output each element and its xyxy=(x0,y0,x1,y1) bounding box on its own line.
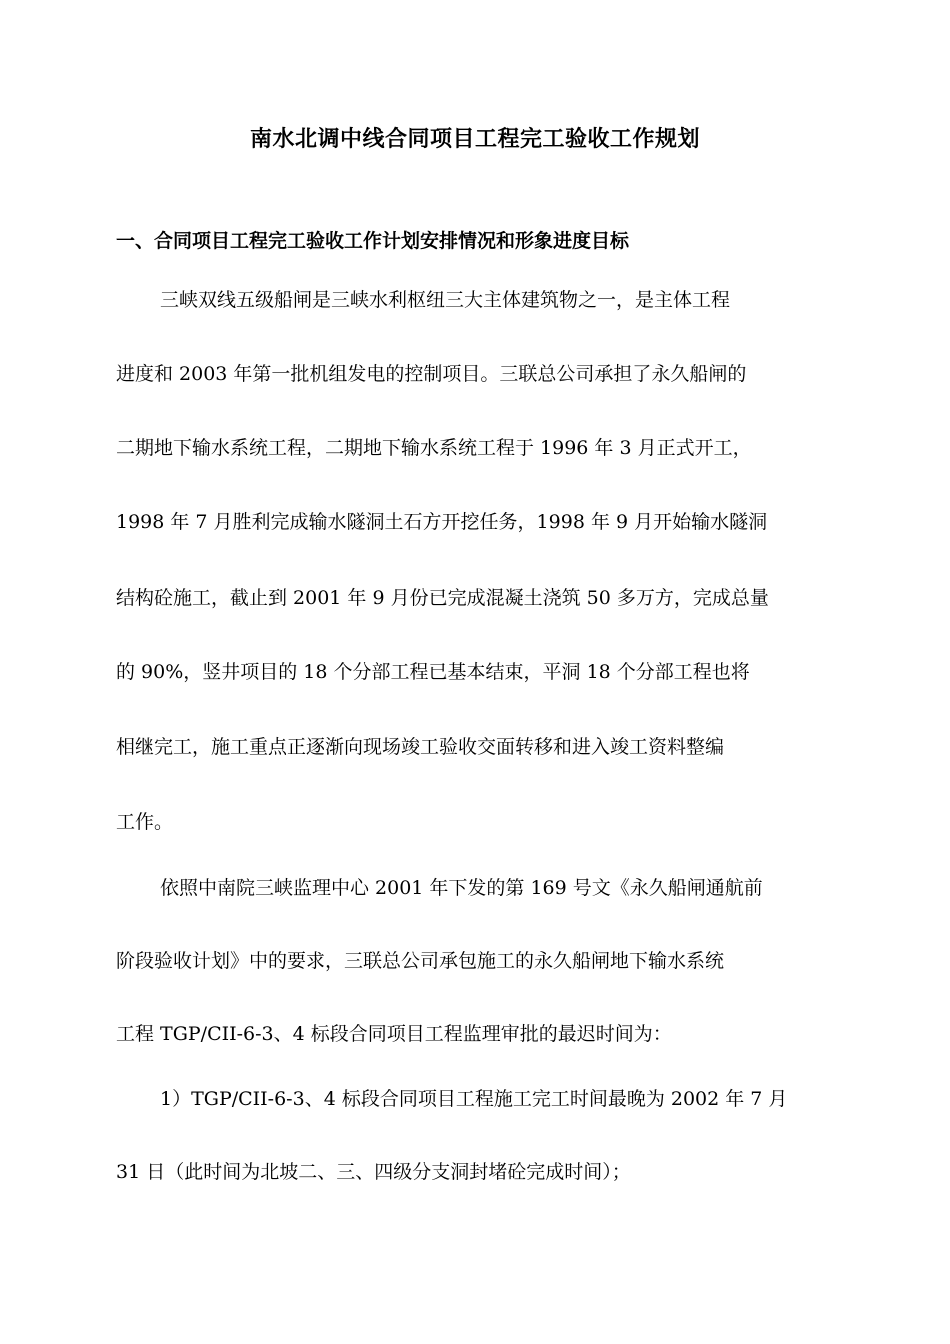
paragraph-line: 依照中南院三峡监理中心 2001 年下发的第 169 号文《永久船闸通航前 xyxy=(160,877,763,899)
paragraph-line: 三峡双线五级船闸是三峡水利枢纽三大主体建筑物之一，是主体工程 xyxy=(160,289,731,311)
paragraph-line: 1998 年 7 月胜利完成输水隧洞土石方开挖任务，1998 年 9 月开始输水隧洞 xyxy=(116,511,768,533)
paragraph-line: 的 90%，竖井项目的 18 个分部工程已基本结束，平洞 18 个分部工程也将 xyxy=(116,661,750,683)
paragraph-line: 工程 TGP/CII-6-3、4 标段合同项目工程监理审批的最迟时间为： xyxy=(116,1023,672,1045)
paragraph-line: 进度和 2003 年第一批机组发电的控制项目。三联总公司承担了永久船闸的 xyxy=(116,363,747,385)
list-item-line: 31 日（此时间为北坡二、三、四级分支洞封堵砼完成时间）； xyxy=(116,1161,631,1183)
paragraph-line: 结构砼施工，截止到 2001 年 9 月份已完成混凝土浇筑 50 多万方，完成总量 xyxy=(116,587,769,609)
document-title: 南水北调中线合同项目工程完工验收工作规划 xyxy=(249,126,700,152)
paragraph-line: 二期地下输水系统工程，二期地下输水系统工程于 1996 年 3 月正式开工， xyxy=(116,437,752,459)
list-item-line: 1）TGP/CII-6-3、4 标段合同项目工程施工完工时间最晚为 2002 年 7 月 xyxy=(160,1088,788,1110)
paragraph-line: 阶段验收计划》中的要求，三联总公司承包施工的永久船闸地下输水系统 xyxy=(116,950,725,972)
paragraph-line: 相继完工，施工重点正逐渐向现场竣工验收交面转移和进入竣工资料整编 xyxy=(116,736,725,758)
paragraph-line: 工作。 xyxy=(116,811,174,833)
section-heading: 一、合同项目工程完工验收工作计划安排情况和形象进度目标 xyxy=(116,230,630,252)
